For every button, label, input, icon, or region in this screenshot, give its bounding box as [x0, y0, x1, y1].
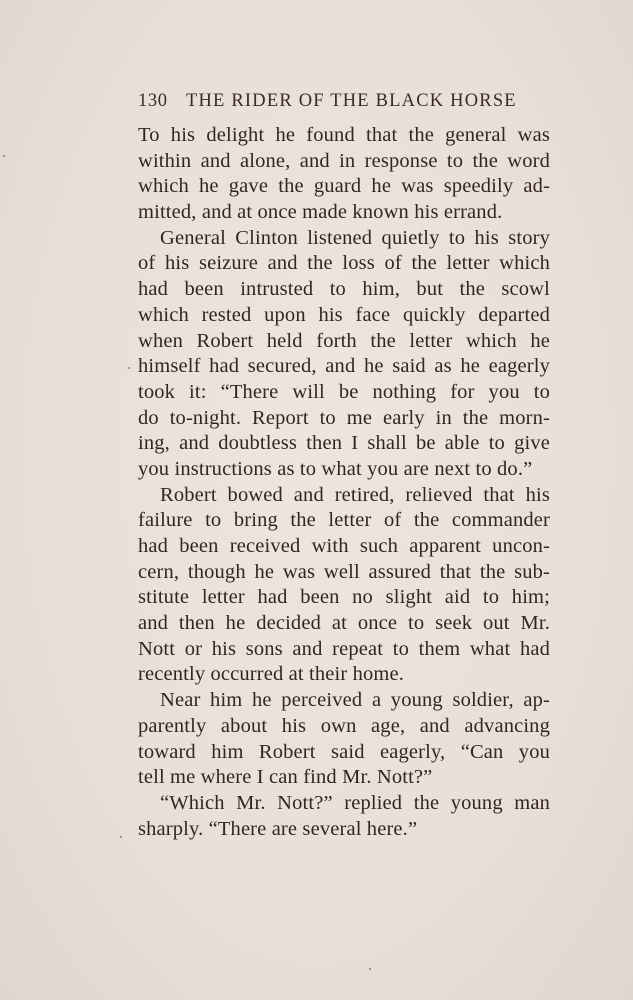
- text-line: had been intrusted to him, but the scowl: [138, 278, 550, 301]
- text-line: failure to bring the letter of the commander: [138, 509, 550, 532]
- page-number: 130: [138, 91, 168, 111]
- text-line: recently occurred at their home.: [138, 663, 405, 686]
- text-line: toward him Robert said eagerly, “Can you: [138, 740, 550, 763]
- text-line: Robert bowed and retired, relieved that his: [160, 483, 550, 506]
- paper-speck: [128, 367, 130, 369]
- text-line: mitted, and at once made known his errand.: [138, 201, 503, 224]
- text-line: tell me where I can find Mr. Nott?”: [138, 766, 433, 789]
- paper-speck: [369, 968, 371, 970]
- text-line: General Clinton listened quietly to his story: [160, 226, 550, 249]
- text-line: himself had secured, and he said as he eagerly: [138, 355, 550, 378]
- running-head: THE RIDER OF THE BLACK HORSE: [186, 91, 517, 111]
- text-line: parently about his own age, and advancing: [138, 714, 550, 737]
- paper-speck: [120, 836, 122, 838]
- body-text: [138, 123, 550, 842]
- text-line: sharply. “There are several here.”: [138, 817, 418, 840]
- text-line: you instructions as to what you are next to do.”: [138, 457, 533, 480]
- text-line: do to-night. Report to me early in the morn-: [138, 406, 550, 429]
- text-line: which rested upon his face quickly departed: [138, 303, 550, 326]
- text-line: and then he decided at once to seek out Mr.: [138, 612, 550, 635]
- text-line: when Robert held forth the letter which he: [138, 329, 550, 352]
- text-line: of his seizure and the loss of the letter which: [138, 252, 550, 275]
- paper-speck: [3, 155, 5, 157]
- page-header: [138, 91, 538, 115]
- text-line: To his delight he found that the general was: [138, 124, 550, 146]
- text-line: within and alone, and in response to the word: [138, 149, 550, 172]
- text-line: took it: “There will be nothing for you to: [138, 380, 550, 403]
- text-line: ing, and doubtless then I shall be able to give: [138, 432, 550, 455]
- text-line: Near him he perceived a young soldier, ap-: [160, 689, 550, 712]
- text-line: stitute letter had been no slight aid to him;: [138, 586, 550, 609]
- text-line: Nott or his sons and repeat to them what had: [138, 637, 550, 660]
- text-line: cern, though he was well assured that the sub-: [138, 560, 550, 583]
- text-line: which he gave the guard he was speedily ad-: [138, 175, 550, 198]
- text-line: “Which Mr. Nott?” replied the young man: [160, 791, 550, 814]
- text-line: had been received with such apparent uncon-: [138, 535, 550, 557]
